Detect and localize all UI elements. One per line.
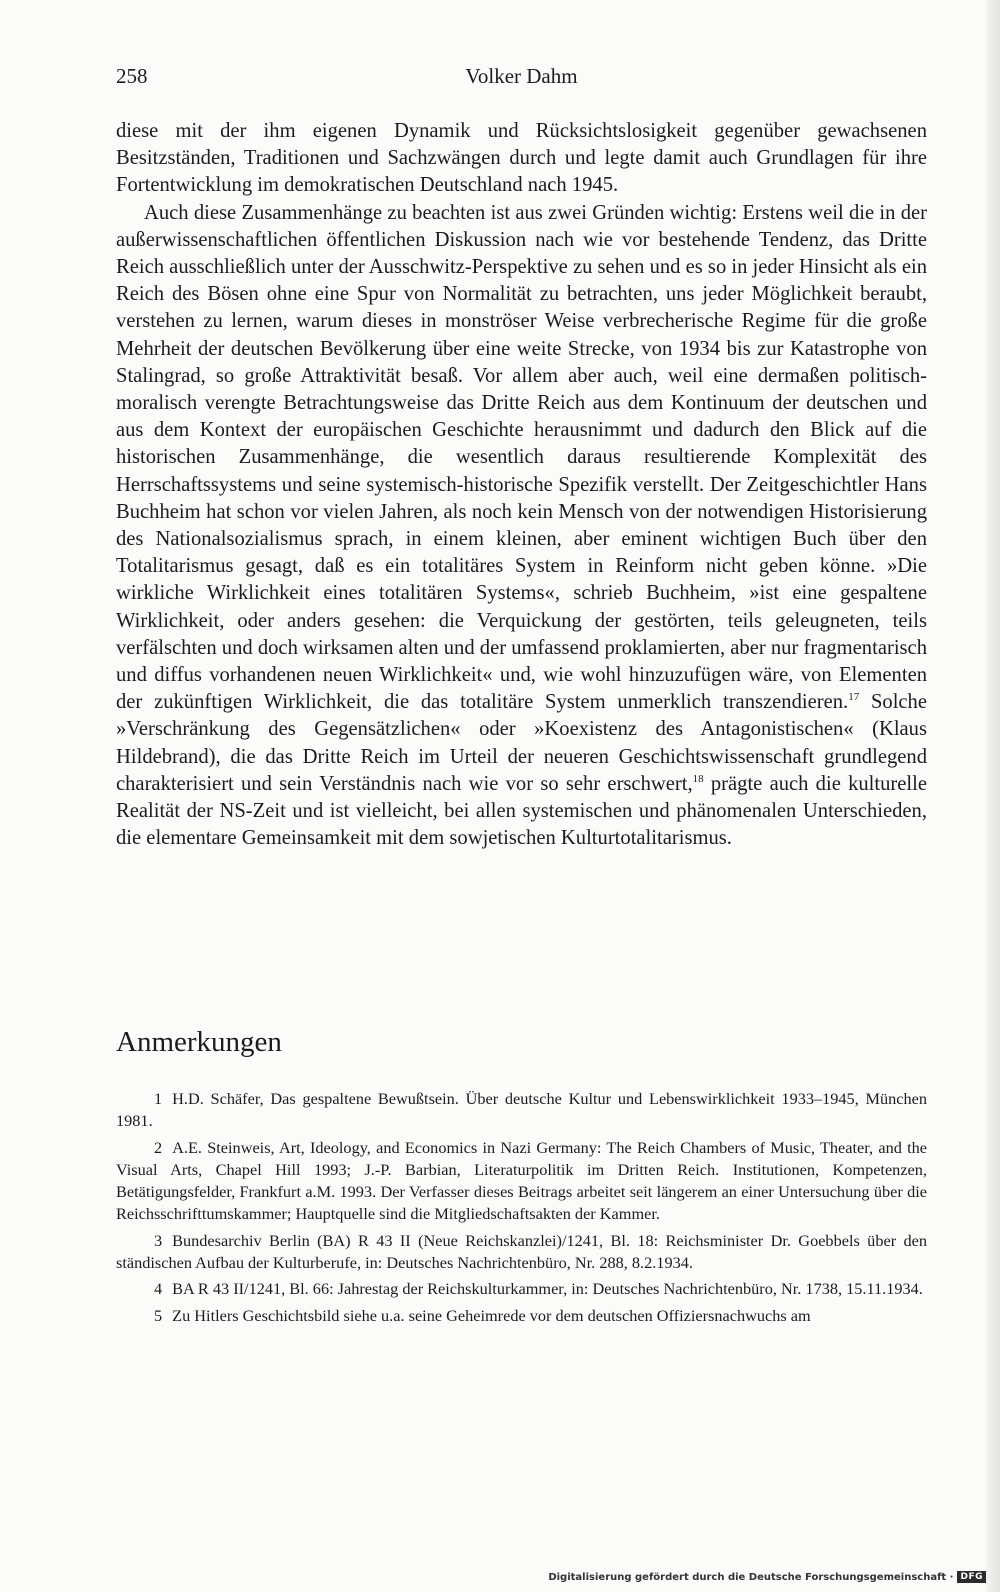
note-text: Zu Hitlers Geschichtsbild siehe u.a. seine Geheimrede vor dem deutschen Offiziersnachwuchs am — [172, 1305, 811, 1325]
note-number: 2 — [154, 1137, 163, 1157]
note-text: A.E. Steinweis, Art, Ideology, and Economics in Nazi Germany: The Reich Chambers of Music, Theater, and the Visual Arts, Chapel Hill 1993; J.-P. Barbian, Literaturpolitik im Dritten Reich. Institutionen, Kompetenzen, Betätigungsfelder, Frankfurt a.M. 1993. Der Verfasser dieses Beitrags arbeitet seit längerem an einer Untersuchung über die Reichsschrifttumskammer; Hauptquelle sind die Mitgliedschaftsakten der Kammer. — [116, 1137, 927, 1224]
note-number: 1 — [154, 1089, 163, 1108]
note-number: 5 — [154, 1305, 163, 1325]
footnote-ref-17[interactable]: 17 — [848, 691, 860, 704]
notes-list — [116, 1088, 927, 1331]
footnote-ref-18[interactable]: 18 — [692, 773, 704, 786]
digitization-footer — [548, 1568, 986, 1586]
footer-text: Digitalisierung gefördert durch die Deutsche Forschungsgemeinschaft · — [548, 1571, 954, 1583]
note-item — [116, 1305, 927, 1327]
note-item — [116, 1278, 927, 1300]
note-number: 4 — [154, 1279, 163, 1299]
paragraph-2: Auch diese Zusammenhänge zu beachten ist aus zwei Gründen wichtig: Erstens weil die in der außerwissenschaftlichen öffentlichen Diskussion nach wie vor bestehende Tendenz, das Dritte Reich ausschließlich unter der Ausschwitz-Perspektive zu sehen und es so in jeder Hinsicht als ein Reich des Bösen ohne eine Spur von Normalität zu betrachten, uns jeder Möglichkeit beraubt, verstehen zu lernen, warum dieses in monströser Weise verbrecherische Regime für die große Mehrheit der deutschen Bevölkerung über eine weite Strecke, von 1934 bis zur Katastrophe von Stalingrad, so große Attraktivität besaß. Vor allem aber auch, weil eine dermaßen politisch-moralisch verengte Betrachtungsweise das Dritte Reich aus dem Kontinuum der deutschen und aus dem Kontext der europäischen Geschichte herausnimmt und dadurch den Blick auf die historischen Zusammenhänge, die wesentlich daraus resultierende Komplexität des Herrschaftssystems und seine systemisch-historische Spezifik verstellt. Der Zeitgeschichtler Hans Buchheim hat schon vor vielen Jahren, als noch kein Mensch von der notwendigen Historisierung des Nationalsozialismus sprach, in einem kleinen, aber eminent wichtigen Buch über den Totalitarismus gesagt, daß es ein totalitäres System in Reinform nicht geben könne. »Die wirkliche Wirklichkeit eines totalitären Systems«, schrieb Buchheim, »ist eine gespaltene Wirklichkeit, oder anders gesehen: die Verquickung der gestörten, teils geleugneten, teils verfälschten und doch wirksamen alten und der umfassend proklamierten, aber nur fragmentarisch und diffus vorhandenen neuen Wirklichkeit« und, wie wohl hinzuzufügen wäre, von Elementen der zukünftigen Wirklichkeit, die das totalitäre System unmerklich transzendieren.$^{17}$ Solche »Verschränkung des Gegensätzlichen« oder »Koexistenz des Antagonistischen« (Klaus Hildebrand), die das Dritte Reich im Urteil der neueren Geschichtswissenschaft grundlegend charakterisiert und sein Verständnis nach wie vor so sehr erschwert,$^{18}$ prägte auch die kulturelle Realität der NS-Zeit und ist vielleicht, bei allen systemischen und phänomenalen Unterschieden, die elementare Gemeinsamkeit mit dem sowjetischen Kulturtotalitarismus. — [116, 201, 928, 850]
page-edge-shadow — [986, 0, 1000, 1592]
note-number: 3 — [154, 1230, 163, 1250]
main-text — [116, 118, 927, 852]
page-header — [116, 64, 927, 96]
note-text: BA R 43 II/1241, Bl. 66: Jahrestag der Reichskulturkammer, in: Deutsches Nachrichtenbüro, Nr. 1738, 15.11.1934. — [172, 1279, 923, 1299]
dfg-logo: DFG — [957, 1571, 986, 1583]
page-number: 258 — [116, 64, 148, 88]
paragraph-1: diese mit der ihm eigenen Dynamik und Rücksichtslosigkeit gegenüber gewachsenen Besitzständen, Traditionen und Sachzwängen durch und legte damit auch Grundlagen für ihre Fortentwicklung im demokratischen Deutschland nach 1945. — [116, 120, 927, 197]
note-text: Bundesarchiv Berlin (BA) R 43 II (Neue Reichskanzlei)/1241, Bl. 18: Reichsminister Dr. Goebbels über den ständischen Aufbau der Kulturberufe, in: Deutsches Nachrichtenbüro, Nr. 288, 8.2.1934. — [116, 1230, 927, 1273]
notes-heading: Anmerkungen — [116, 1026, 282, 1058]
running-head: Volker Dahm — [465, 64, 578, 88]
note-item — [116, 1137, 927, 1226]
note-item — [116, 1088, 927, 1133]
note-text: H.D. Schäfer, Das gespaltene Bewußtsein. Über deutsche Kultur und Lebenswirklichkeit 1933–1945, München 1981. — [116, 1089, 927, 1131]
note-item — [116, 1230, 927, 1275]
